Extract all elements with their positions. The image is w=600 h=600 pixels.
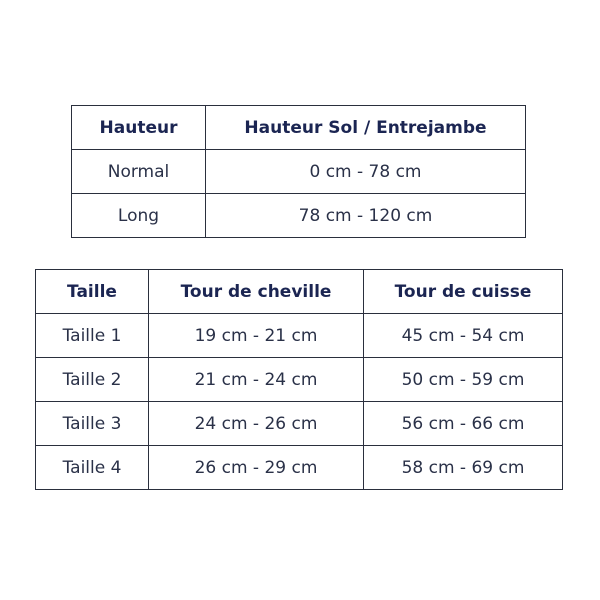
table-row <box>36 446 563 490</box>
size-table <box>35 269 563 490</box>
table-row <box>36 358 563 402</box>
header-hauteur-sol-entrejambe: Hauteur Sol / Entrejambe <box>206 106 526 150</box>
cell-ankle-range: 21 cm - 24 cm <box>149 358 364 402</box>
header-hauteur: Hauteur <box>72 106 206 150</box>
cell-ankle-range: 24 cm - 26 cm <box>149 402 364 446</box>
cell-ankle-range: 19 cm - 21 cm <box>149 314 364 358</box>
cell-height-range: 0 cm - 78 cm <box>206 150 526 194</box>
cell-height-label: Long <box>72 194 206 238</box>
cell-ankle-range: 26 cm - 29 cm <box>149 446 364 490</box>
table-row <box>36 314 563 358</box>
cell-size-label: Taille 3 <box>36 402 149 446</box>
cell-thigh-range: 50 cm - 59 cm <box>364 358 563 402</box>
size-table-header-row <box>36 270 563 314</box>
cell-thigh-range: 45 cm - 54 cm <box>364 314 563 358</box>
cell-thigh-range: 58 cm - 69 cm <box>364 446 563 490</box>
cell-size-label: Taille 1 <box>36 314 149 358</box>
table-row <box>36 402 563 446</box>
header-tour-de-cuisse: Tour de cuisse <box>364 270 563 314</box>
cell-thigh-range: 56 cm - 66 cm <box>364 402 563 446</box>
header-taille: Taille <box>36 270 149 314</box>
cell-height-label: Normal <box>72 150 206 194</box>
height-table <box>71 105 526 238</box>
header-tour-de-cheville: Tour de cheville <box>149 270 364 314</box>
table-row <box>72 150 526 194</box>
cell-size-label: Taille 4 <box>36 446 149 490</box>
cell-size-label: Taille 2 <box>36 358 149 402</box>
cell-height-range: 78 cm - 120 cm <box>206 194 526 238</box>
table-row <box>72 194 526 238</box>
height-table-header-row <box>72 106 526 150</box>
